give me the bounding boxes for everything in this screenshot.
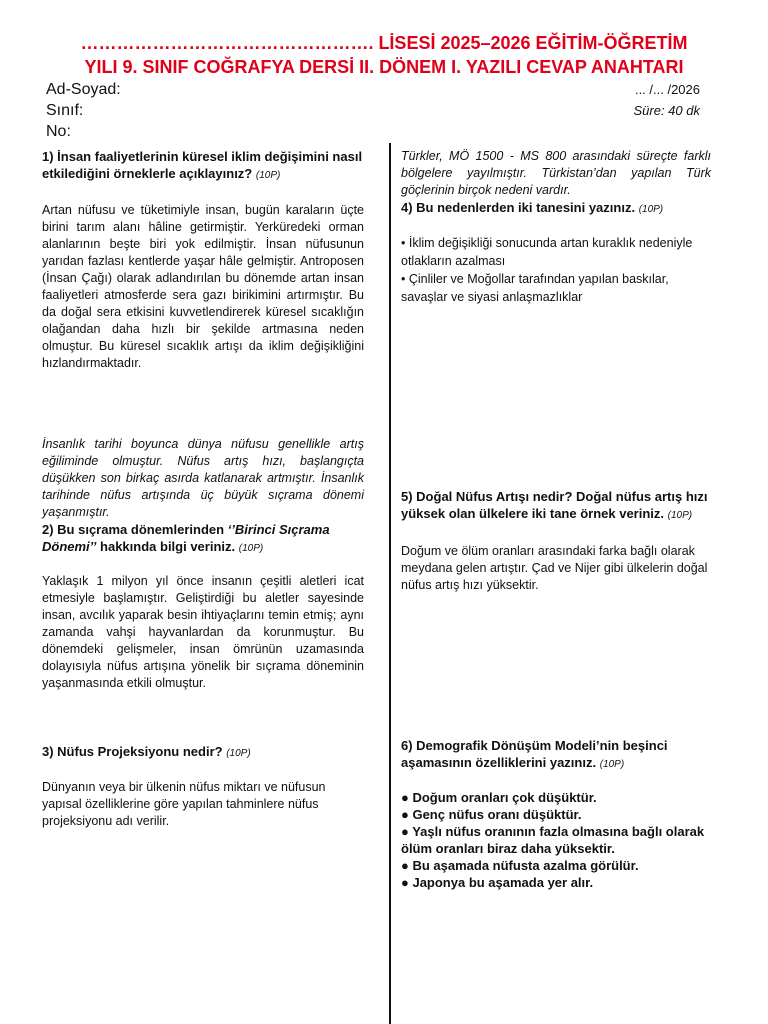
class-label: Sınıf: xyxy=(46,102,84,119)
question-5 xyxy=(401,488,711,594)
question-5-points: (10P) xyxy=(667,510,693,521)
exam-duration: Süre: 40 dk xyxy=(633,103,700,118)
name-label: Ad-Soyad: xyxy=(46,81,121,98)
exam-date: ... /... /2026 xyxy=(634,82,700,97)
list-item: ● Japonya bu aşamada yer alır. xyxy=(401,875,594,890)
question-4 xyxy=(401,148,711,306)
question-6-points: (10P) xyxy=(599,759,625,770)
question-3-points: (10P) xyxy=(226,748,251,759)
question-4-points: (10P) xyxy=(638,204,664,215)
list-item: ● Yaşlı nüfus oranının fazla olmasına bağlı olarak ölüm oranları biraz daha yüksektir. xyxy=(401,824,705,856)
question-1-answer: Artan nüfusu ve tüketimiyle insan, bugün karaların üçte birini tarım alanı hâline getirmiştir. Yerküredeki orman alanlarının beşte biri yok edilmiştir. İnsan nüfusunun yarıdan fazlası kentlerde yaşar hâle gelmiştir. Antroposen (İnsan Çağı) olarak adlandırılan bu dönemde artan insan faaliyetleri atmosferde sera gazı birikimini artırmıştır. Bu da doğal sera etkisini kuvvetlendirerek küresel sıcaklığın olağandan daha hızlı bir şekilde artmasına neden olmuştur. Bu küresel sıcaklık artışı da iklim değişikliğini hızlandırmaktadır. xyxy=(42,203,364,370)
question-2-answer: Yaklaşık 1 milyon yıl önce insanın çeşitli aletleri icat etmesiyle başlamıştır. Geliştirdiği bu aletler sayesinde insan, avcılık yaparak besin ihtiyaçlarını temin etmiş; aynı zamanda vahşi hayvanlardan da korunmuştur. Bu dönemdeki gelişmeler, insan ömrünün uzamasında dolayısıyla nüfus artışına yönelik bir sıçrama döneminin yaşanmasında etkili olmuştur. xyxy=(42,574,364,690)
list-item: ● Genç nüfus oranı düşüktür. xyxy=(401,807,582,822)
question-4-prompt: 4) Bu nedenlerden iki tanesini yazınız. (10P) xyxy=(401,200,664,215)
question-4-answer-list xyxy=(401,234,711,306)
question-5-prompt: 5) Doğal Nüfus Artışı nedir? Doğal nüfus artış hızı yüksek olan ülkelere iki tane örnek veriniz. (10P) xyxy=(401,489,708,521)
question-2-prompt: 2) Bu sıçrama dönemlerinden ‘’Birinci Sıçrama Dönemi’’ hakkında bilgi veriniz. (10P) xyxy=(42,522,330,554)
list-item: ● Doğum oranları çok düşüktür. xyxy=(401,790,597,805)
question-4-intro: Türkler, MÖ 1500 - MS 800 arasındaki süreçte farklı bölgelere yayılmıştır. Türkistan’dan yapılan Türk göçlerinin birçok nedeni vardır. xyxy=(401,149,711,197)
exam-title-line-2: YILI 9. SINIF COĞRAFYA DERSİ II. DÖNEM I. YAZILI CEVAP ANAHTARI xyxy=(84,57,684,77)
question-5-answer: Doğum ve ölüm oranları arasındaki farka bağlı olarak meydana gelen artıştır. Çad ve Nijer gibi ülkelerin doğal nüfus artış hızı yüksektir. xyxy=(401,544,708,592)
question-6-prompt: 6) Demografik Dönüşüm Modeli’nin beşinci aşamasının özelliklerini yazınız. (10P) xyxy=(401,738,668,770)
list-item: • Çinliler ve Moğollar tarafından yapılan baskılar, savaşlar ve siyasi anlaşmazlıklar xyxy=(401,272,669,304)
number-label: No: xyxy=(46,123,71,140)
question-2 xyxy=(42,436,364,692)
column-divider xyxy=(389,143,391,1024)
question-1-points: (10P) xyxy=(255,170,281,181)
question-3-prompt: 3) Nüfus Projeksiyonu nedir? (10P) xyxy=(42,744,251,759)
question-3 xyxy=(42,743,364,830)
question-6-answer-list xyxy=(401,789,711,891)
question-1 xyxy=(42,148,364,372)
question-3-answer: Dünyanın veya bir ülkenin nüfus miktarı ve nüfusun yapısal özelliklerine göre yapılan tahminlere nüfus projeksiyonu adı verilir. xyxy=(42,780,326,828)
exam-title-line-1: …………………………………………. LİSESİ 2025–2026 EĞİTİM-ÖĞRETİM xyxy=(80,33,688,53)
list-item: ● Bu aşamada nüfusta azalma görülür. xyxy=(401,858,639,873)
question-2-points: (10P) xyxy=(238,543,264,554)
question-2-intro: İnsanlık tarihi boyunca dünya nüfusu genellikle artış eğiliminde olmuştur. Nüfus artış hızı, başlangıçta düşükken son birkaç asırda katlanarak artmıştır. İnsanlık tarihinde nüfus artışında üç büyük sıçrama dönemi yaşanmıştır. xyxy=(42,437,364,519)
list-item: • İklim değişikliği sonucunda artan kuraklık nedeniyle otlakların azalması xyxy=(401,236,693,268)
question-6 xyxy=(401,737,711,891)
question-1-prompt: 1) İnsan faaliyetlerinin küresel iklim değişimini nasıl etkilediğini örneklerle açıklayınız? (10P) xyxy=(42,149,363,181)
